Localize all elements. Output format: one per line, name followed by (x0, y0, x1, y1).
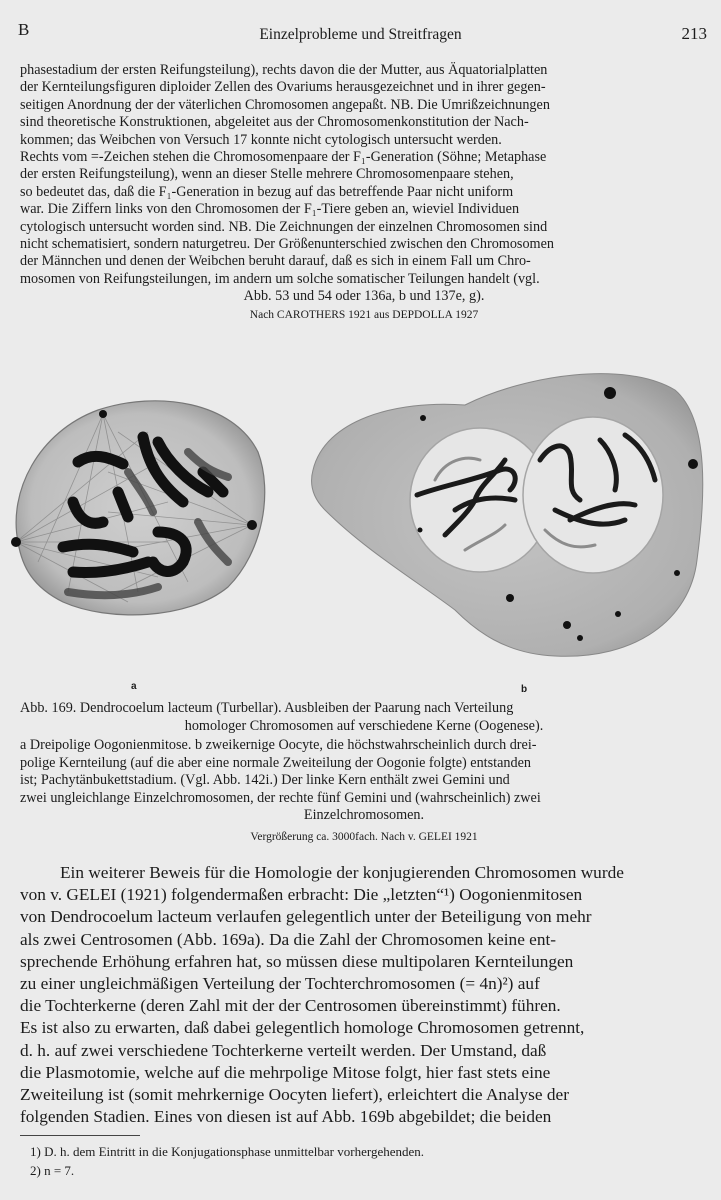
caption-line: zwei ungleichlange Einzelchromosomen, der rechte fünf Gemini und (wahrscheinlich) zwei (20, 789, 541, 806)
cytoplasm-granule (615, 611, 621, 617)
caption-line: nicht schematisiert, sondern naturgetreu. Der Größenunterschied zwischen den Chromosomen (20, 236, 554, 253)
footnote-divider (20, 1135, 140, 1136)
page-corner-mark: B (18, 20, 30, 39)
caption-line: Rechts vom =-Zeichen stehen die Chromosomenpaare der F₁-Generation (Söhne; Metaphase (20, 149, 547, 166)
footnote: 1) D. h. dem Eintritt in die Konjugationsphase unmittelbar vorhergehenden. (30, 1144, 425, 1159)
caption-line: der ersten Reifungsteilung), wenn an dieser Stelle mehrere Chromosomenpaare stehen, (20, 166, 514, 183)
footnote: 2) n = 7. (30, 1163, 75, 1178)
centrosome (11, 537, 21, 547)
figure-label-a: a (131, 681, 137, 692)
caption-line: polige Kernteilung (auf die aber eine normale Zweiteilung der Oogonie folgte) entstanden (20, 754, 531, 771)
centrosome (247, 520, 257, 530)
body-line: d. h. auf zwei verschiedene Tochterkerne verteilt werden. Der Umstand, daß (20, 1040, 547, 1060)
page-number: 213 (681, 24, 707, 43)
caption-line: Abb. 53 und 54 oder 136a, b und 137e, g). (243, 288, 485, 305)
cytoplasm-granule (688, 459, 698, 469)
body-line: Zweiteilung ist (somit mehrkernige Oocyten liefert), erleichtert die Analyse der (20, 1085, 569, 1105)
body-line: von v. GELEI (1921) folgendermaßen erbracht: Die „letzten“¹) Oogonienmitosen (20, 885, 583, 905)
body-line: die Tochterkerne (deren Zahl mit der der Centrosomen übereinstimmt) führen. (20, 996, 561, 1016)
cytoplasm-granule (420, 415, 426, 421)
caption-line: war. Die Ziffern links von den Chromosomen der F₁-Tiere geben an, wieviel Individuen (20, 201, 520, 218)
caption-line: kommen; das Weibchen von Versuch 17 konnte nicht cytologisch untersucht werden. (20, 131, 502, 148)
caption-source: Vergrößerung ca. 3000fach. Nach v. GELEI 1921 (250, 830, 478, 843)
top-figure-caption (20, 62, 708, 324)
caption-line: ist; Pachytänbukettstadium. (Vgl. Abb. 142i.) Der linke Kern enthält zwei Gemini und (20, 772, 510, 788)
caption-line: seitigen Anordnung der der väterlichen Chromosomen angepaßt. NB. Die Umrißzeichnungen (20, 96, 550, 113)
caption-line: phasestadium der ersten Reifungsteilung), rechts davon die der Mutter, aus Äquatorialplatten (20, 62, 548, 78)
caption-line: der Männchen und denen der Weibchen beruht darauf, daß es sich in einem Fall um Chro- (20, 253, 531, 270)
cytoplasm-granule (418, 528, 423, 533)
figure-169b-illustration (305, 360, 710, 660)
centrosome (99, 410, 107, 418)
figure-label-b: b (521, 684, 528, 695)
caption-line: sind theoretische Konstruktionen, abgeleitet aus der Chromosomenkonstitution der Nach- (20, 114, 529, 131)
body-paragraph (20, 862, 708, 1128)
caption-line: a Dreipolige Oogonienmitose. b zweikernige Oocyte, die höchstwahrscheinlich durch drei- (20, 737, 537, 753)
caption-line: cytologisch untersucht worden sind. NB. Die Zeichnungen der einzelnen Chromosomen sind (20, 218, 548, 235)
cytoplasm-granule (506, 594, 514, 602)
body-line: als zwei Centrosomen (Abb. 169a). Da die Zahl der Chromosomen keine ent- (20, 929, 557, 949)
caption-line: mosomen von Reifungsteilungen, im andern um solche somatischer Teilungen handelt (vgl. (20, 270, 540, 287)
caption-description (20, 737, 708, 825)
cytoplasm-granule (577, 635, 583, 641)
caption-line: so bedeutet das, daß die F₁-Generation in bezug auf das betreffende Paar nicht uniform (20, 183, 514, 200)
body-line: die Plasmotomie, welche auf die mehrpolige Mitose folgt, hier fast stets eine (20, 1062, 551, 1082)
body-line: zu einer ungleichmäßigen Verteilung der Tochterchromosomen (= 4n)²) auf (20, 974, 540, 994)
figure-169a-illustration (8, 392, 270, 622)
body-line: von Dendrocoelum lacteum verlaufen gelegentlich unter der Beteiligung von mehr (20, 907, 592, 927)
cytoplasm-granule (674, 570, 680, 576)
cytoplasm-granule (604, 387, 616, 399)
footnotes (30, 1142, 424, 1180)
caption-title-line: homologer Chromosomen auf verschiedene Kerne (Oogenese). (184, 717, 544, 734)
running-title: Einzelprobleme und Streitfragen (259, 26, 462, 43)
caption-source: Nach CAROTHERS 1921 aus DEPDOLLA 1927 (249, 308, 479, 321)
cytoplasm-granule (563, 621, 571, 629)
body-line: sprechende Erhöhung erfahren hat, so müssen diese multipolaren Kernteilungen (20, 951, 574, 971)
caption-line: Einzelchromosomen. (303, 807, 425, 823)
body-line: Es ist also zu erwarten, daß dabei gelegentlich homologe Chromosomen getrennt, (20, 1018, 585, 1038)
figure-169-caption (20, 700, 708, 846)
caption-title-line: Abb. 169. Dendrocoelum lacteum (Turbellar). Ausbleiben der Paarung nach Verteilung (20, 700, 514, 716)
body-line: Ein weiterer Beweis für die Homologie der konjugierenden Chromosomen wurde (60, 863, 624, 882)
right-nucleus (523, 417, 663, 573)
body-line: folgenden Stadien. Eines von diesen ist auf Abb. 169b abgebildet; die beiden (20, 1107, 552, 1127)
caption-line: der Kernteilungsfiguren diploider Zellen des Ovariums herausgezeichnet und in ihrer gegen- (20, 79, 546, 96)
